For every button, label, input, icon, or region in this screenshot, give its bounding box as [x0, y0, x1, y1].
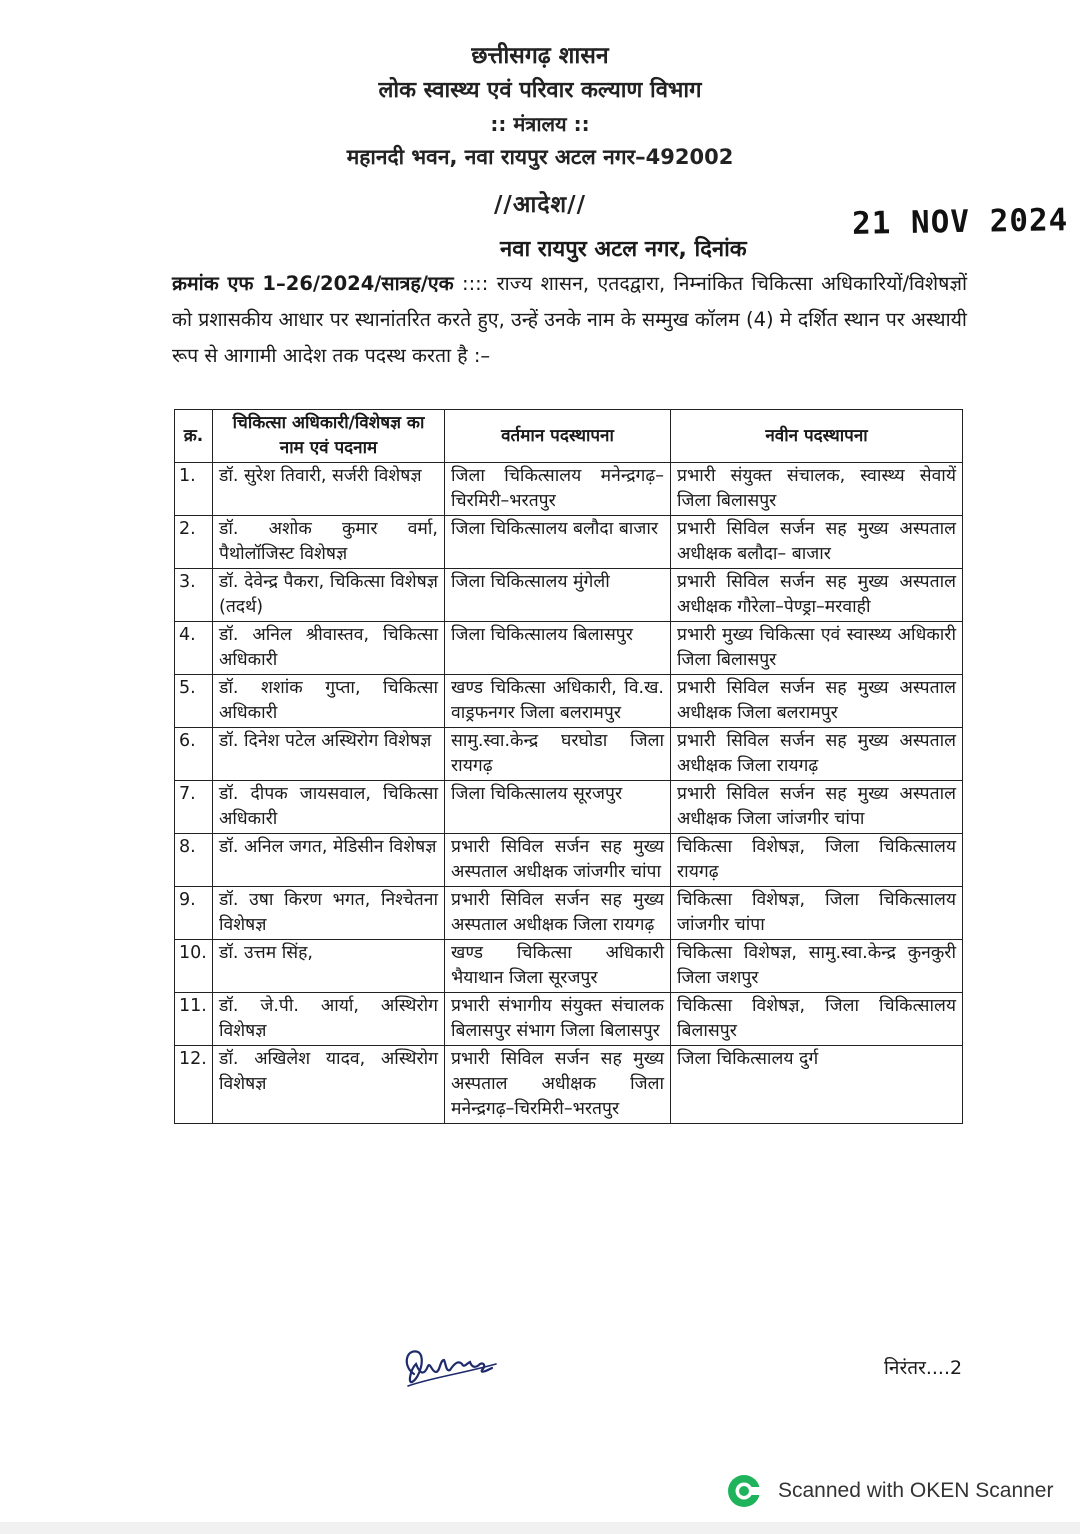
cell-serial-number: 3. — [175, 569, 213, 622]
order-paragraph — [172, 266, 967, 374]
cell-current-posting: जिला चिकित्सालय सूरजपुर — [445, 781, 671, 834]
cell-officer-name: डॉ. अशोक कुमार वर्मा, पैथोलॉजिस्ट विशेषज्ञ — [213, 516, 445, 569]
cell-serial-number: 7. — [175, 781, 213, 834]
col-header-sn: क्र. — [175, 410, 213, 463]
table-row — [175, 834, 963, 887]
cell-current-posting: प्रभारी सिविल सर्जन सह मुख्य अस्पताल अधीक्षक जांजगीर चांपा — [445, 834, 671, 887]
cell-current-posting: जिला चिकित्सालय बिलासपुर — [445, 622, 671, 675]
order-body: :::: राज्य शासन, एतदद्वारा, निम्नांकित चिकित्सा अधिकारियों/विशेषज्ञों को प्रशासकीय आधार पर स्थानांतरित करते हुए, उन्हें उनके नाम के सम्मुख कॉलम (4) मे दर्शित स्थान पर अस्थायी रूप से आगामी आदेश तक पदस्थ करता है :– — [172, 272, 967, 367]
cell-new-posting: प्रभारी सिविल सर्जन सह मुख्य अस्पताल अधीक्षक जिला रायगढ़ — [671, 728, 963, 781]
cell-officer-name: डॉ. उषा किरण भगत, निश्चेतना विशेषज्ञ — [213, 887, 445, 940]
table-row — [175, 993, 963, 1046]
cell-new-posting: जिला चिकित्सालय दुर्ग — [671, 1046, 963, 1124]
cell-officer-name: डॉ. जे.पी. आर्या, अस्थिरोग विशेषज्ञ — [213, 993, 445, 1046]
cell-officer-name: डॉ. देवेन्द्र पैकरा, चिकित्सा विशेषज्ञ (तदर्थ) — [213, 569, 445, 622]
table-row — [175, 622, 963, 675]
cell-serial-number: 6. — [175, 728, 213, 781]
cell-serial-number: 9. — [175, 887, 213, 940]
ministry-label: :: मंत्रालय :: — [490, 112, 590, 136]
order-heading: //आदेश// — [494, 192, 586, 218]
table-row — [175, 569, 963, 622]
watermark-text: Scanned with OKEN Scanner — [778, 1479, 1054, 1502]
cell-current-posting: खण्ड चिकित्सा अधिकारी, वि.ख. वाड्रफनगर जिला बलरामपुर — [445, 675, 671, 728]
office-address: महानदी भवन, नवा रायपुर अटल नगर–492002 — [346, 145, 734, 169]
cell-new-posting: प्रभारी सिविल सर्जन सह मुख्य अस्पताल अधीक्षक गौरेला–पेण्ड्रा–मरवाही — [671, 569, 963, 622]
cell-serial-number: 8. — [175, 834, 213, 887]
col-header-current-posting: वर्तमान पदस्थापना — [445, 410, 671, 463]
table-header-row — [175, 410, 963, 463]
department-name: लोक स्वास्थ्य एवं परिवार कल्याण विभाग — [378, 78, 702, 103]
oken-scanner-logo-icon — [727, 1474, 761, 1508]
col-header-new-posting: नवीन पदस्थापना — [671, 410, 963, 463]
cell-serial-number: 11. — [175, 993, 213, 1046]
table-row — [175, 463, 963, 516]
cell-new-posting: चिकित्सा विशेषज्ञ, जिला चिकित्सालय रायगढ़ — [671, 834, 963, 887]
continued-marker: निरंतर....2 — [884, 1357, 963, 1379]
date-label: नवा रायपुर अटल नगर, दिनांक — [500, 237, 747, 262]
cell-new-posting: चिकित्सा विशेषज्ञ, जिला चिकित्सालय बिलासपुर — [671, 993, 963, 1046]
scanner-watermark — [727, 1474, 1053, 1508]
cell-serial-number: 4. — [175, 622, 213, 675]
cell-new-posting: चिकित्सा विशेषज्ञ, जिला चिकित्सालय जांजगीर चांपा — [671, 887, 963, 940]
cell-current-posting: प्रभारी सिविल सर्जन सह मुख्य अस्पताल अधीक्षक जिला मनेन्द्रगढ़–चिरमिरी–भरतपुर — [445, 1046, 671, 1124]
table-row — [175, 781, 963, 834]
cell-officer-name: डॉ. अखिलेश यादव, अस्थिरोग विशेषज्ञ — [213, 1046, 445, 1124]
cell-current-posting: जिला चिकित्सालय मुंगेली — [445, 569, 671, 622]
signature-scribble-icon — [400, 1334, 520, 1394]
cell-serial-number: 2. — [175, 516, 213, 569]
cell-serial-number: 5. — [175, 675, 213, 728]
cell-officer-name: डॉ. उत्तम सिंह, — [213, 940, 445, 993]
order-reference: क्रमांक एफ 1–26/2024/सात्रह/एक — [172, 272, 454, 295]
cell-new-posting: प्रभारी सिविल सर्जन सह मुख्य अस्पताल अधीक्षक बलौदा– बाजार — [671, 516, 963, 569]
cell-officer-name: डॉ. सुरेश तिवारी, सर्जरी विशेषज्ञ — [213, 463, 445, 516]
signature — [400, 1334, 520, 1398]
cell-current-posting: जिला चिकित्सालय बलौदा बाजार — [445, 516, 671, 569]
cell-current-posting: खण्ड चिकित्सा अधिकारी भैयाथान जिला सूरजपुर — [445, 940, 671, 993]
cell-officer-name: डॉ. दीपक जायसवाल, चिकित्सा अधिकारी — [213, 781, 445, 834]
date-stamp: 21 NOV 2024 — [851, 202, 1069, 242]
bottom-strip — [0, 1522, 1080, 1534]
cell-serial-number: 10. — [175, 940, 213, 993]
table-row — [175, 728, 963, 781]
cell-serial-number: 1. — [175, 463, 213, 516]
table-row — [175, 1046, 963, 1124]
cell-officer-name: डॉ. अनिल श्रीवास्तव, चिकित्सा अधिकारी — [213, 622, 445, 675]
table-body — [175, 463, 963, 1124]
cell-new-posting: प्रभारी मुख्य चिकित्सा एवं स्वास्थ्य अधिकारी जिला बिलासपुर — [671, 622, 963, 675]
transfer-table — [174, 409, 963, 1124]
cell-new-posting: प्रभारी सिविल सर्जन सह मुख्य अस्पताल अधीक्षक जिला बलरामपुर — [671, 675, 963, 728]
cell-officer-name: डॉ. दिनेश पटेल अस्थिरोग विशेषज्ञ — [213, 728, 445, 781]
cell-serial-number: 12. — [175, 1046, 213, 1124]
cell-new-posting: प्रभारी संयुक्त संचालक, स्वास्थ्य सेवायें जिला बिलासपुर — [671, 463, 963, 516]
col-header-name: चिकित्सा अधिकारी/विशेषज्ञ का नाम एवं पदनाम — [213, 410, 445, 463]
cell-current-posting: प्रभारी सिविल सर्जन सह मुख्य अस्पताल अधीक्षक जिला रायगढ़ — [445, 887, 671, 940]
cell-current-posting: सामु.स्वा.केन्द्र घरघोडा जिला रायगढ़ — [445, 728, 671, 781]
table-row — [175, 887, 963, 940]
table-row — [175, 675, 963, 728]
table-row — [175, 940, 963, 993]
cell-new-posting: चिकित्सा विशेषज्ञ, सामु.स्वा.केन्द्र कुनकुरी जिला जशपुर — [671, 940, 963, 993]
cell-officer-name: डॉ. शशांक गुप्ता, चिकित्सा अधिकारी — [213, 675, 445, 728]
cell-current-posting: जिला चिकित्सालय मनेन्द्रगढ़–चिरमिरी–भरतपुर — [445, 463, 671, 516]
cell-new-posting: प्रभारी सिविल सर्जन सह मुख्य अस्पताल अधीक्षक जिला जांजगीर चांपा — [671, 781, 963, 834]
cell-current-posting: प्रभारी संभागीय संयुक्त संचालक बिलासपुर संभाग जिला बिलासपुर — [445, 993, 671, 1046]
cell-officer-name: डॉ. अनिल जगत, मेडिसीन विशेषज्ञ — [213, 834, 445, 887]
govt-name: छत्तीसगढ़ शासन — [471, 43, 609, 69]
table-row — [175, 516, 963, 569]
